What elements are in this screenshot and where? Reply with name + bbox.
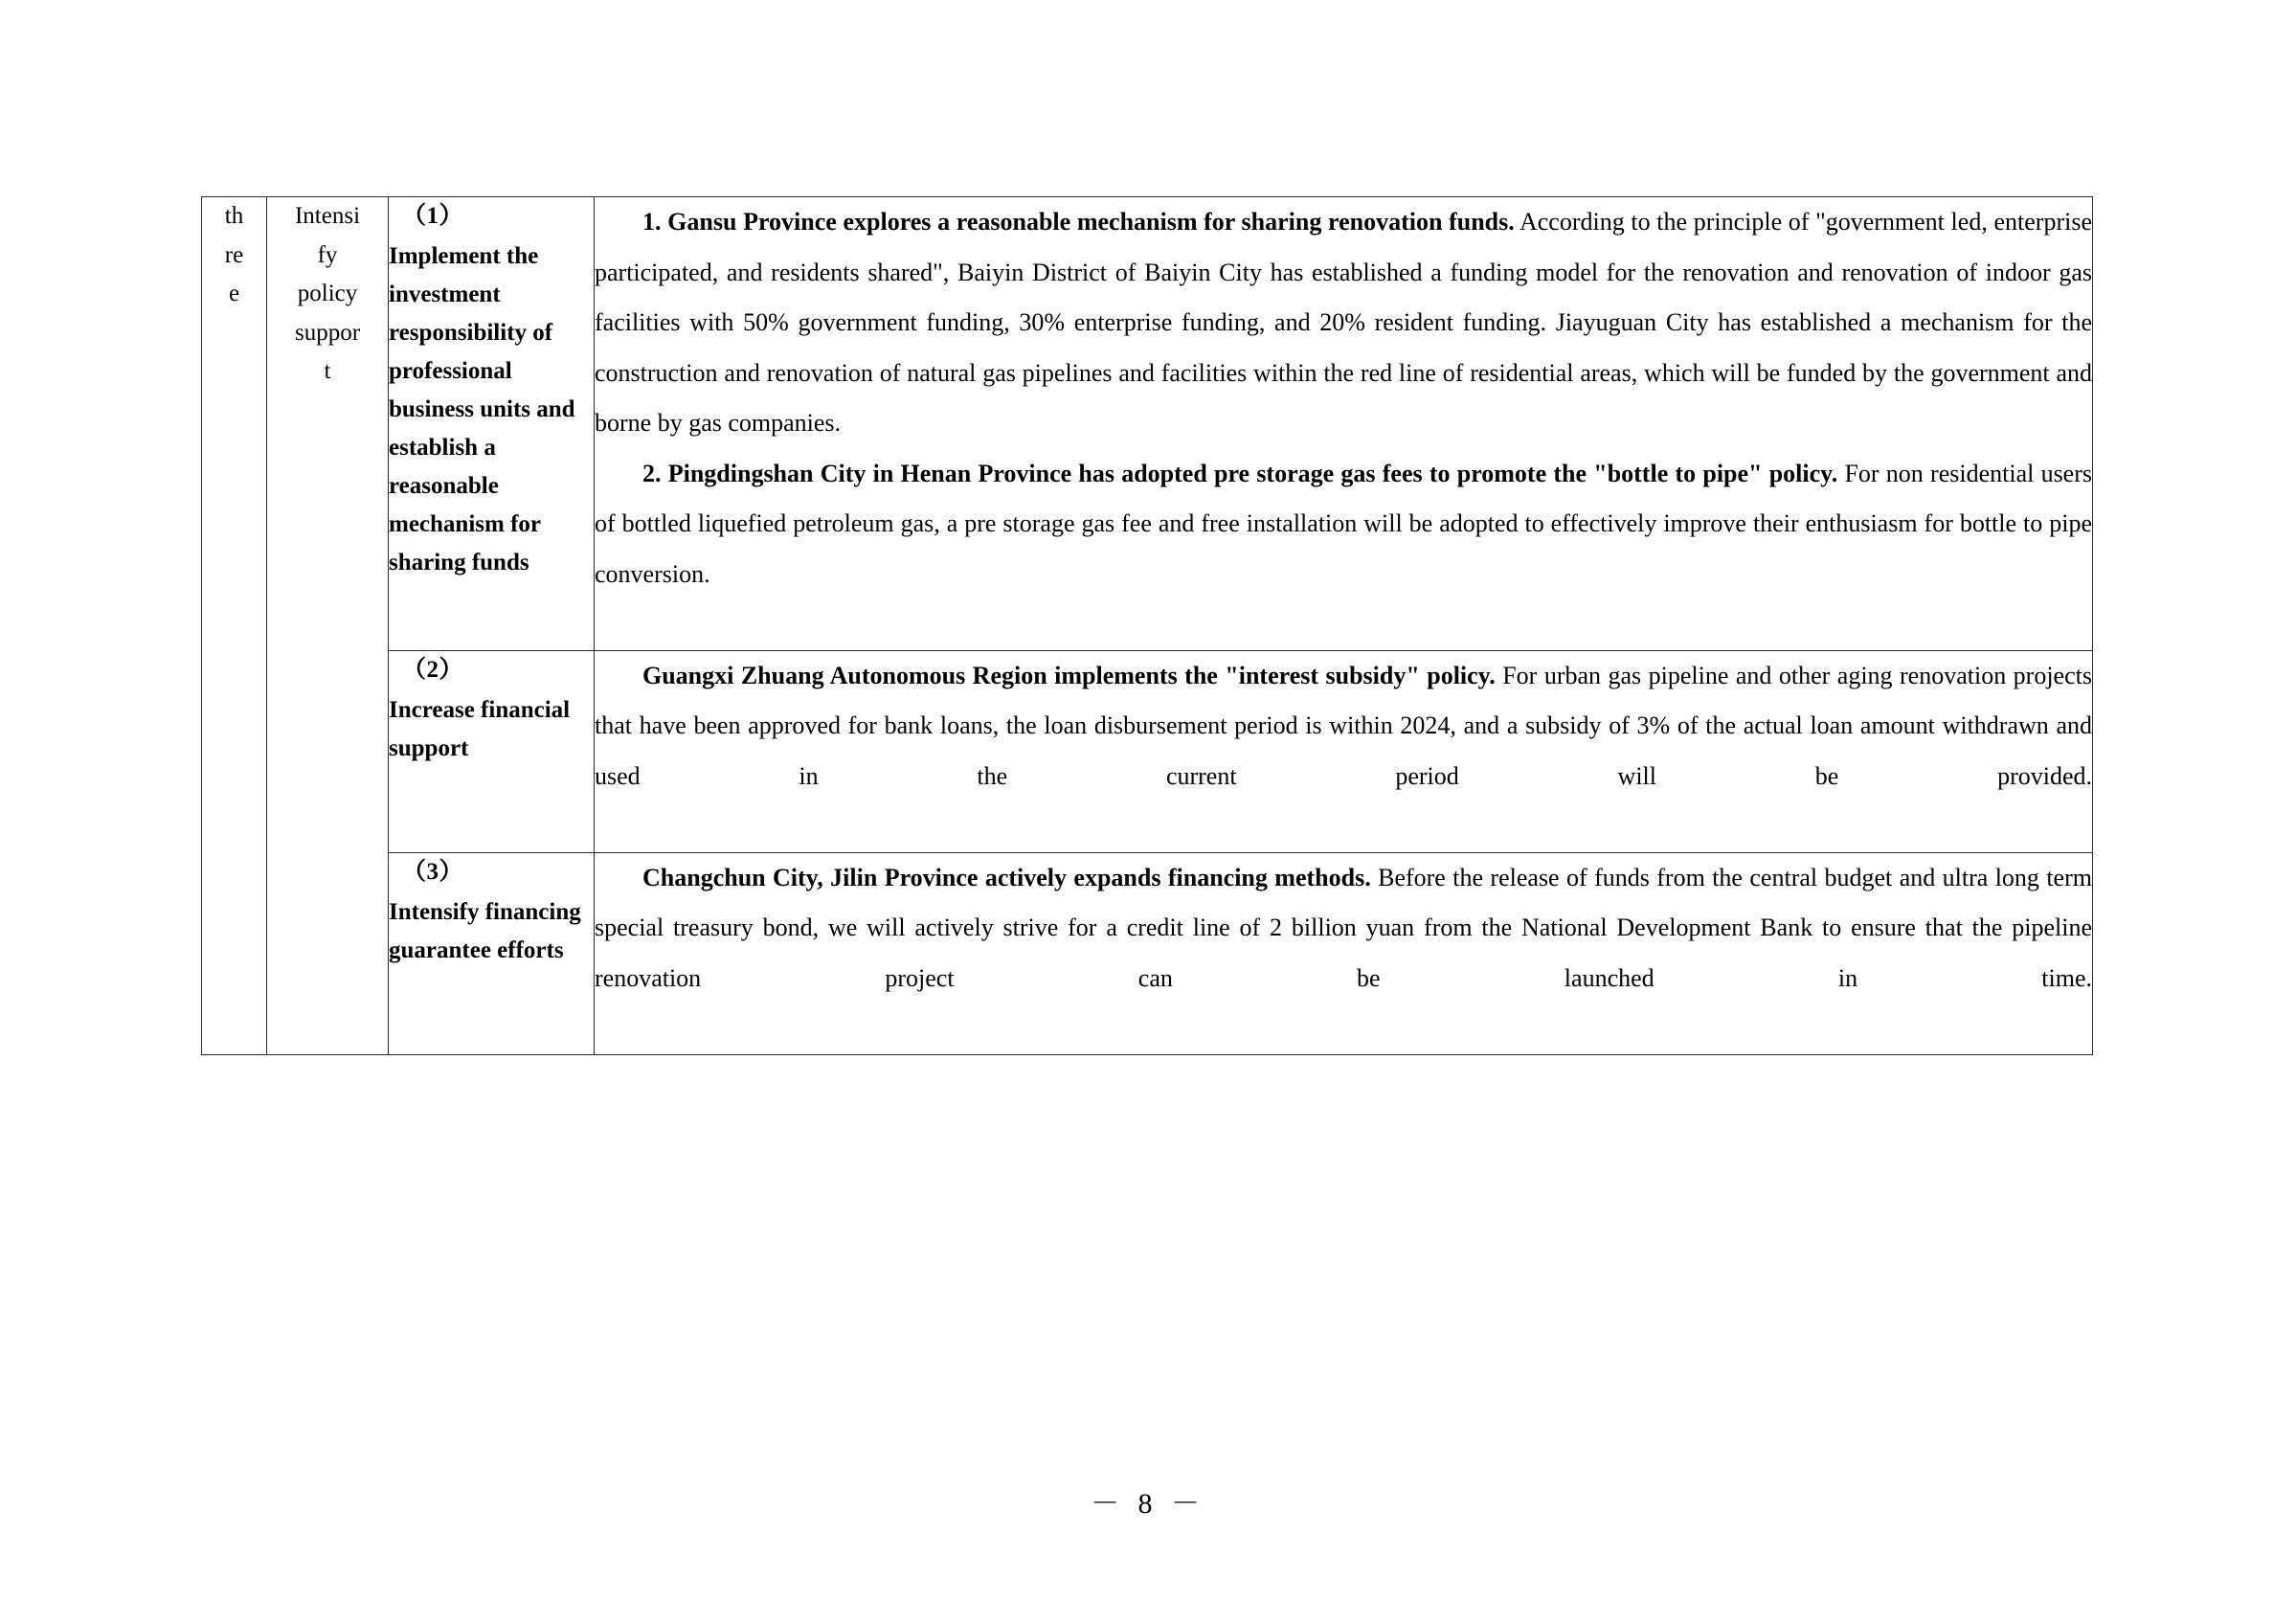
paragraph-lead: 1. Gansu Province explores a reasonable mechanism for sharing renovation funds. [642, 208, 1515, 236]
measure-number-3: （3） [402, 858, 464, 885]
theme-line-5: t [324, 358, 331, 384]
paragraph-text: According to the principle of "government led, enterprise participated, and residents shared", Baiyin District of Baiyin City has established a funding model for the renovation and renovation of indoor gas facilities with 50% government funding, 30% enterprise funding, and 20% resident funding. Jiayuguan City has established a mechanism for the construction and renovation of natural gas pipelines and facilities within the red line of residential areas, which will be funded by the government and borne by gas companies. [595, 208, 2092, 438]
theme-line-2: fy [317, 241, 338, 268]
measure-number-2: （2） [402, 656, 464, 683]
measure-cell-1 [389, 197, 595, 651]
paragraph-lead: Changchun City, Jilin Province actively expands financing methods. [642, 863, 1371, 891]
stage-text [202, 197, 266, 314]
measure-detail-2 [595, 650, 2093, 852]
measure-label-3: Intensify financing guarantee efforts [389, 898, 581, 963]
theme-line-4: suppor [294, 319, 361, 346]
paragraph-text: For urban gas pipeline and other aging renovation projects that have been approved for bank loans, the loan disbursement period is within 2024, and a subsidy of 3% of the actual loan amount withdrawn and used in the current period will be provided. [595, 661, 2092, 790]
measure-label-2: Increase financial support [389, 696, 571, 761]
table-row [202, 197, 2093, 651]
theme-cell [267, 197, 389, 1055]
table-row [202, 852, 2093, 1054]
paragraph-text: Before the release of funds from the central budget and ultra long term special treasury bond, we will actively strive for a credit line of 2 billion yuan from the National Development Bank to ensure that the pipeline renovation project can be launched in time. [595, 863, 2092, 992]
policy-measures-table [201, 196, 2093, 1055]
theme-text [267, 197, 388, 392]
measure-number-1: （1） [402, 203, 464, 229]
page-number: － 8 － [1091, 1488, 1205, 1520]
stage-line-3: e [228, 281, 240, 306]
stage-line-2: re [224, 241, 244, 268]
paragraph-lead: 2. Pingdingshan City in Henan Province has adopted pre storage gas fees to promote the "bottle to pipe" policy. [642, 459, 1838, 487]
detail-paragraph [595, 853, 2092, 1054]
detail-paragraph [595, 651, 2092, 852]
detail-paragraph [595, 197, 2092, 449]
theme-line-3: policy [297, 281, 358, 306]
paragraph-text: For non residential users of bottled liquefied petroleum gas, a pre storage gas fee and free installation will be adopted to effectively improve their enthusiasm for bottle to pipe conversion. [595, 459, 2092, 588]
table-row [202, 650, 2093, 852]
measure-detail-3 [595, 852, 2093, 1054]
paragraph-lead: Guangxi Zhuang Autonomous Region implements the "interest subsidy" policy. [642, 661, 1496, 689]
measure-cell-3 [389, 852, 595, 1054]
theme-line-1: Intensi [294, 203, 361, 229]
stage-line-1: th [224, 203, 244, 229]
measure-cell-2 [389, 650, 595, 852]
stage-cell [202, 197, 267, 1055]
detail-paragraph [595, 449, 2092, 650]
measure-label-1: Implement the investment responsibility of professional business units and establish a reasonable mechanism for sharing funds [389, 243, 575, 575]
measure-detail-1 [595, 197, 2093, 651]
